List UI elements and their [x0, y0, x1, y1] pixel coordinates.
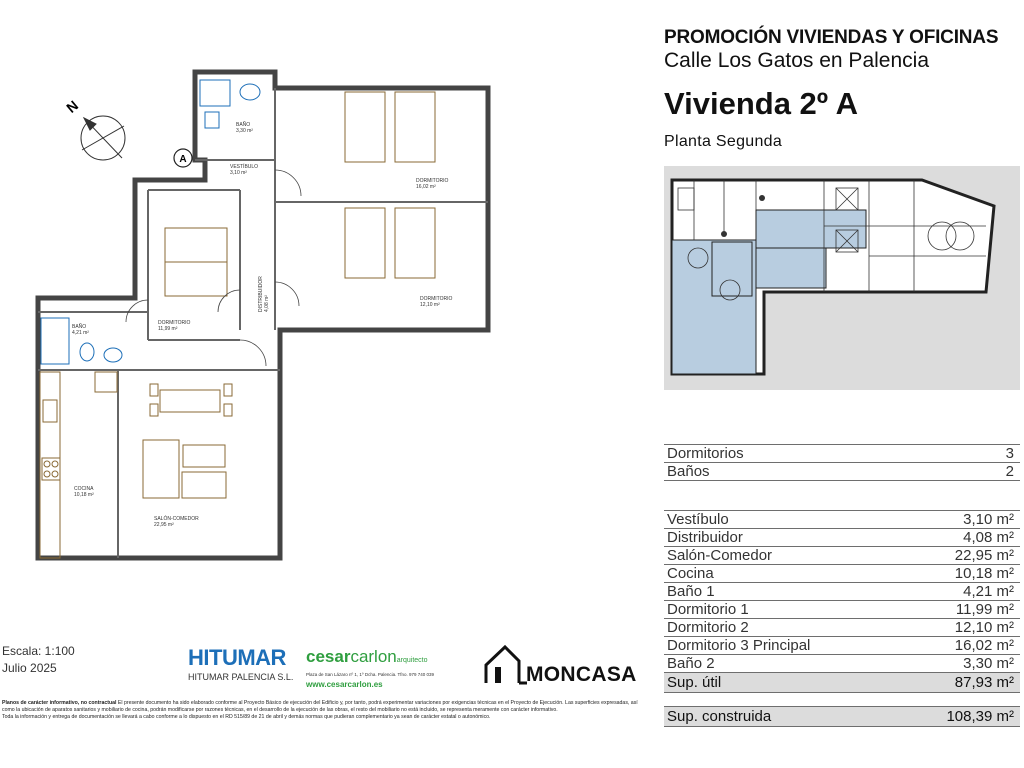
moncasa-house-icon — [483, 641, 531, 687]
room-name: SALÓN-COMEDOR — [154, 516, 199, 522]
scale-label: Escala: 1:100 — [2, 644, 75, 658]
row-label: Baño 2 — [667, 655, 715, 672]
room-labels — [72, 121, 453, 528]
arquitecto-logo-part: arquitecto — [396, 657, 428, 664]
cesar-address: Plaza de San Lázaro nº 1, 1º Dcha. Palencia. Tfno. 979 740 039 — [306, 672, 435, 677]
living-furniture — [143, 384, 232, 498]
row-value: 2 — [1005, 463, 1014, 480]
table-row — [664, 601, 1020, 619]
room-counts-table — [664, 444, 1020, 481]
room-area: 11,99 m² — [158, 326, 178, 332]
disclaimer-body: El presente documento ha sido elaborado conforme al Proyecto Básico de ejecución del Edificio y, por tanto, podrá experimentar variaciones por exigencias técnicas en el Proyecto de Ejecución. Las superficies expresadas, así como la ubicación de aparatos sanitarios y mobiliario de cocina, podrán modificarse por razones técnicas, en el desarrollo de la ejecución de las obras, el resto del mobiliario no está incluido, se representa meramente con carácter informativo. — [2, 700, 638, 714]
cesar-logo-part: cesar — [306, 647, 351, 666]
row-label: Sup. construida — [667, 708, 772, 725]
floor-plan — [0, 60, 520, 590]
disclaimer-footnote: Toda la información y entrega de documentación se llevará a cabo conforme a lo dispuesto en el RD 515/89 de 21 de abril y demás normas que pudieran complementario ya sean de carácter estatal o autonómico. — [2, 714, 491, 721]
room-name: DORMITORIO — [420, 296, 453, 302]
disclaimer-title: Planos de carácter informativo, no contractual — [2, 700, 117, 706]
table-row — [664, 511, 1020, 529]
table-row — [664, 565, 1020, 583]
hitumar-logo-text: HITUMAR — [188, 645, 286, 670]
floor-label: Planta Segunda — [664, 133, 783, 150]
kitchen-fixtures — [40, 372, 117, 558]
row-label: Vestíbulo — [667, 511, 729, 528]
row-value: 16,02 m² — [954, 637, 1014, 654]
row-value: 3 — [1005, 445, 1014, 462]
bathroom-fixtures — [41, 80, 260, 364]
room-area: 22,95 m² — [154, 522, 174, 528]
row-value: 3,10 m² — [963, 511, 1014, 528]
table-row — [664, 583, 1020, 601]
row-label: Distribuidor — [667, 529, 743, 546]
exterior-walls — [38, 72, 488, 558]
room-name: VESTÍBULO — [230, 164, 259, 170]
row-value: 22,95 m² — [954, 547, 1014, 564]
cesar-website: www.cesarcarlon.es — [306, 680, 383, 689]
room-name: COCINA — [74, 486, 94, 492]
table-row — [664, 547, 1020, 565]
room-area: 3,10 m² — [230, 170, 247, 176]
room-area: 16,02 m² — [416, 184, 436, 190]
table-row — [664, 655, 1020, 673]
interior-walls — [38, 88, 488, 558]
row-value: 108,39 m² — [946, 708, 1014, 725]
room-area: 12,10 m² — [420, 302, 440, 308]
room-name: DORMITORIO — [158, 320, 191, 326]
row-value: 87,93 m² — [954, 674, 1014, 691]
room-name: BAÑO — [236, 122, 251, 128]
row-label: Sup. útil — [667, 674, 722, 691]
hitumar-logo-subtitle: HITUMAR PALENCIA S.L. — [188, 672, 294, 682]
hitumar-logo — [188, 646, 293, 682]
row-value: 4,08 m² — [963, 529, 1014, 546]
room-name: DORMITORIO — [416, 178, 449, 184]
built-area-row — [664, 707, 1020, 727]
floor-plan-drawing — [0, 60, 520, 590]
row-value: 12,10 m² — [954, 619, 1014, 636]
north-compass-icon — [81, 116, 125, 160]
moncasa-logo — [483, 641, 643, 687]
entry-marker-icon — [174, 149, 192, 167]
built-area-table — [664, 706, 1020, 727]
table-row — [664, 463, 1020, 481]
row-value: 3,30 m² — [963, 655, 1014, 672]
unit-title: Vivienda 2º A — [664, 86, 858, 121]
row-label: Dormitorio 2 — [667, 619, 749, 636]
row-value: 10,18 m² — [954, 565, 1014, 582]
room-area: 4,21 m² — [72, 330, 89, 336]
surface-areas-table — [664, 510, 1020, 693]
street-subtitle: Calle Los Gatos en Palencia — [664, 49, 929, 72]
room-area: 10,18 m² — [74, 492, 94, 498]
cesarcarlon-logo — [306, 648, 434, 689]
room-name: DISTRIBUIDOR — [258, 276, 264, 312]
moncasa-logo-text: MONCASA — [526, 663, 637, 686]
carlon-logo-part: carlon — [350, 647, 397, 666]
room-area: 3,30 m² — [236, 128, 253, 134]
legal-disclaimer — [2, 700, 648, 722]
table-row — [664, 637, 1020, 655]
row-label: Dormitorio 3 Principal — [667, 637, 811, 654]
compass-north-label: N — [63, 97, 82, 116]
key-plan — [664, 166, 1020, 390]
row-label: Dormitorios — [667, 445, 744, 462]
date-label: Julio 2025 — [2, 661, 57, 675]
row-label: Dormitorio 1 — [667, 601, 749, 618]
row-value: 11,99 m² — [955, 601, 1014, 618]
table-row — [664, 445, 1020, 463]
promotion-title: PROMOCIÓN VIVIENDAS Y OFICINAS — [664, 27, 999, 48]
table-row — [664, 619, 1020, 637]
useful-area-row — [664, 673, 1020, 693]
row-label: Cocina — [667, 565, 714, 582]
room-area: 4,08 m² — [264, 295, 270, 312]
row-label: Baño 1 — [667, 583, 715, 600]
row-label: Salón-Comedor — [667, 547, 773, 564]
key-plan-drawing — [664, 166, 1020, 390]
entry-marker-label: A — [179, 154, 187, 165]
row-value: 4,21 m² — [963, 583, 1014, 600]
room-name: BAÑO — [72, 324, 87, 330]
row-label: Baños — [667, 463, 710, 480]
table-row — [664, 529, 1020, 547]
